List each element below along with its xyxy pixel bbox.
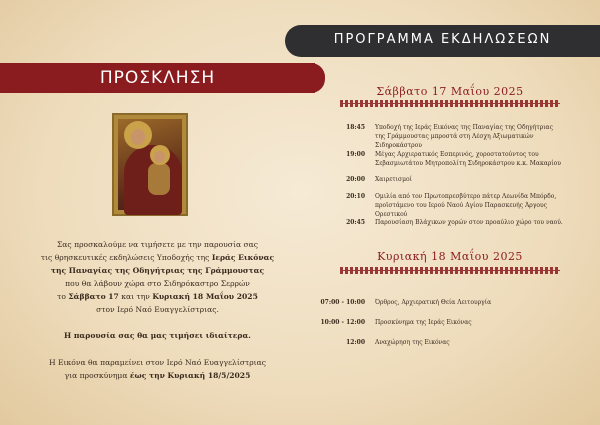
program-banner [285,25,600,57]
ornament-divider [340,267,560,274]
schedule-time: 18:45 [346,124,365,131]
invitation-title: ΠΡΟΣΚΛΗΣΗ [99,68,216,88]
invitation-emphasis: Η παρουσία σας θα μας τιμήσει ιδιαίτερα. [64,331,251,340]
schedule-desc: Παρουσίαση Βλάχικων χορών στον προαύλιο χώρο του ναού. [375,219,563,226]
invitation-line: που θα λάβουν χώρα στο Σιδηρόκαστρο Σερρών [65,279,250,288]
day2-heading: Κυριακή 18 Μαΐου 2025 [377,250,523,263]
note-line: για προσκύνημα έως την Κυριακή 18/5/2025 [64,371,251,380]
schedule-time: 07:00 - 10:00 [320,299,365,306]
note-line: Η Εικόνα θα παραμείνει στον Ιερό Ναό Ευαγγελίστριας [48,358,267,367]
schedule-time: 20:45 [346,219,365,226]
invitation-line: στον Ιερό Ναό Ευαγγελίστριας. [96,305,219,314]
invitation-line: της Παναγίας της Οδηγήτριας της Γράμμουστας [50,266,265,275]
schedule-desc: Προσκύνημα της Ιεράς Εικόνας [375,319,472,326]
schedule-time: 20:10 [346,193,365,200]
schedule-desc: Χαιρετισμοί [375,176,412,183]
day1-heading: Σάββατο 17 Μαΐου 2025 [376,85,524,98]
schedule-desc: Ομιλία από τον Πρωτοπρεσβύτερο πάτερ Λεωνίδα Μπόρδο, προϊστάμενο του Ιερού Ναού Αγίου Παρασκευής Άργους Ορεστικού [375,193,557,218]
schedule-time: 10:00 - 12:00 [320,319,365,326]
virgin-mary-icon [112,113,188,216]
invitation-banner [0,63,315,93]
schedule-time: 19:00 [346,151,365,158]
schedule-time: 20:00 [346,176,365,183]
program-title: ΠΡΟΓΡΑΜΜΑ ΕΚΔΗΛΩΣΕΩΝ [333,32,552,47]
ornament-divider [340,100,560,107]
invitation-line: Σας προσκαλούμε να τιμήσετε με την παρουσία σας [56,240,259,249]
schedule-desc: Μέγας Αρχιερατικός Εσπερινός, χοροστατούντος του Σεβασμιωτάτου Μητροπολίτη Σιδηροκάστρου κ.κ. Μακαρίου [375,151,561,167]
invitation-note [20,356,295,382]
schedule-desc: Όρθρος, Αρχιερατική Θεία Λειτουργία [375,299,492,306]
schedule-time: 12:00 [346,339,365,346]
invitation-text [20,238,295,316]
invitation-line: τις θρησκευτικές εκδηλώσεις Υποδοχής της Ιεράς Εικόνας [40,253,275,262]
schedule-desc: Υποδοχή της Ιεράς Εικόνας της Παναγίας της Οδηγήτριας της Γράμμουστας μπροστά στη Λέσχη Αξιωματικών Σιδηροκάστρου [375,124,553,149]
schedule-desc: Αναχώρηση της Εικόνας [375,339,450,346]
invitation-line: το Σάββατο 17 και την Κυριακή 18 Μαΐου 2025 [57,292,258,301]
